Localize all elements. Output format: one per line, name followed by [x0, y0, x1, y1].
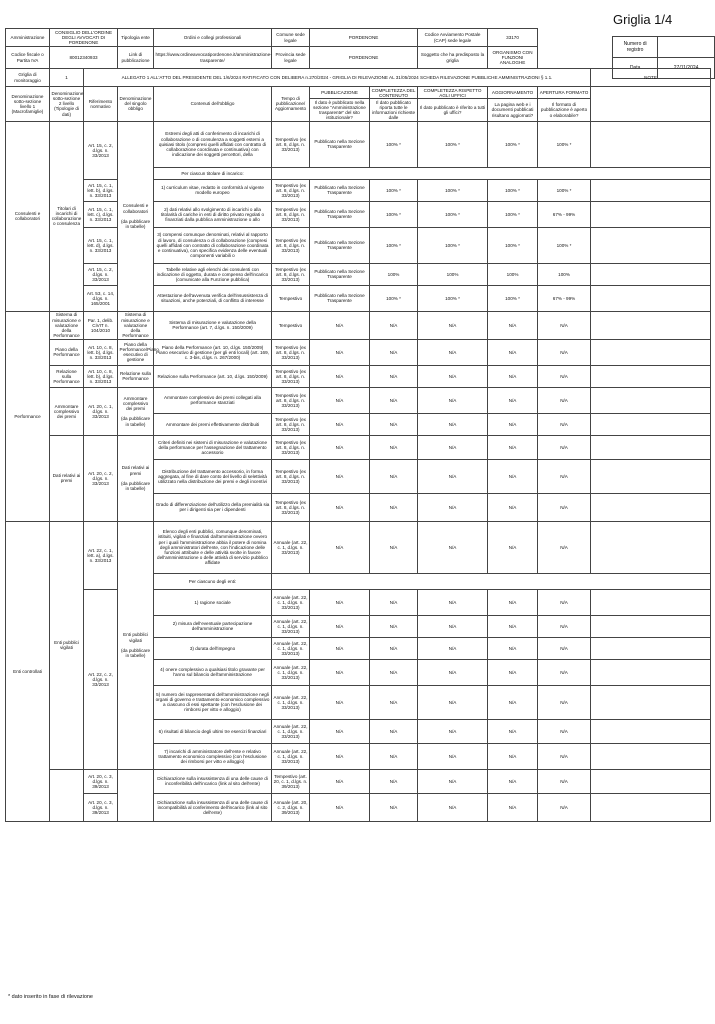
contenuto-cell: 3) durata dell'impegno	[154, 637, 272, 659]
obbligo-name: Ammontare complessivo dei premi	[122, 395, 149, 412]
apertura-formato-cell: N/A	[538, 743, 591, 769]
aggiornamento-cell: N/A	[488, 387, 538, 413]
aggiornamento-cell: N/A	[488, 659, 538, 685]
griglia-table	[5, 28, 711, 822]
riferimento-cell: Art. 20, c. 2, d.lgs. n. 33/2013	[84, 435, 118, 521]
riferimento-cell: Par. 1, delib. CiVIT n. 104/2010	[84, 311, 118, 339]
apertura-formato-cell: N/A	[538, 365, 591, 387]
soggetto-label: Soggetto che ha predisposto la griglia	[418, 47, 488, 69]
provincia-value: PORDENONE	[310, 47, 418, 69]
allegato-title: ALLEGATO 1 ALL'ATTO DEL PRESIDENTE DEL 1/6/2024 RATIFICATO CON DELIBERA n.270/2024 - GRIGLIA DI RILEVAZIONE AL 31/05/2024 SCHEDA RILEVAZIONE PUBBLICHE AMMINISTRAZIONI § 1.1.	[84, 69, 591, 87]
monitoraggio-value: 1	[50, 69, 84, 87]
contenuto-cell: Estremi degli atti di conferimento di incarichi di collaborazione o di consulenza a soggetti esterni a quisiasi titolo (compresi quelli affidati con contratto di collaborazione coordinata e continuativa) con indicazione dei soggetti percettori, della	[154, 121, 272, 167]
table-row	[6, 793, 711, 821]
apertura-formato-cell: 100% *	[538, 227, 591, 263]
obbligo-cell	[118, 521, 154, 769]
note-label: NOTE	[591, 69, 711, 87]
cap-label: Codice Avviamento Postale (CAP) sede legale	[418, 29, 488, 47]
completezza-contenuto-cell: N/A	[370, 743, 418, 769]
obbligo-note: (da pubblicare in tabelle)	[120, 416, 151, 427]
tempo-cell: Tempestivo (ex art. 8, d.lgs. n. 33/2013)	[272, 435, 310, 459]
table-row	[6, 769, 711, 793]
col-sub-11: Il formato di pubblicazione è aperto o elaborabile?	[538, 99, 591, 122]
completezza-contenuto-cell: N/A	[370, 589, 418, 615]
registro-label: Numero di registro	[613, 37, 658, 58]
tempo-cell: Tempestivo (ex art. 8, d.lgs. n. 33/2013)	[272, 201, 310, 227]
completezza-contenuto-cell: N/A	[370, 311, 418, 339]
riferimento-cell: Art. 53, c. 14, d.lgs. n. 165/2001	[84, 285, 118, 311]
pubblicazione-cell: N/A	[310, 365, 370, 387]
contenuto-cell: Attestazione dell'avvenuta verifica dell'insussistenza di situazioni, anche potenziali, di conflitto di interesse	[154, 285, 272, 311]
obbligo-cell	[118, 435, 154, 521]
completezza-uffici-cell: N/A	[418, 435, 488, 459]
tempo-cell: Tempestivo	[272, 285, 310, 311]
aggiornamento-cell: 100% *	[488, 121, 538, 167]
apertura-formato-cell: N/A	[538, 793, 591, 821]
col-sub-9: Il dato pubblicato è riferito a tutti gli uffici?	[418, 99, 488, 122]
comune-label: Comune sede legale	[272, 29, 310, 47]
note-cell	[591, 201, 711, 227]
pubblicazione-cell: Pubblicato nella Sezione Trasparente	[310, 263, 370, 285]
tempo-cell: Tempestivo (ex art. 8, d.lgs. n. 33/2013)	[272, 413, 310, 435]
note-cell	[591, 793, 711, 821]
col-header-11: APERTURA FORMATO	[538, 87, 591, 99]
completezza-uffici-cell: N/A	[418, 365, 488, 387]
pubblicazione-cell: N/A	[310, 685, 370, 719]
col-header-4: Denominazione del singolo obbligo	[118, 87, 154, 122]
completezza-uffici-cell: N/A	[418, 719, 488, 743]
col-header-10: AGGIORNAMENTO	[488, 87, 538, 99]
obbligo-note: (da pubblicare in tabelle)	[120, 218, 151, 230]
contenuto-cell: 2) misura dell'eventuale partecipazione dell'amministrazione	[154, 615, 272, 637]
aggiornamento-cell: N/A	[488, 743, 538, 769]
aggiornamento-cell: 100% *	[488, 285, 538, 311]
aggiornamento-cell: N/A	[488, 413, 538, 435]
completezza-uffici-cell: N/A	[418, 769, 488, 793]
apertura-formato-cell: N/A	[538, 387, 591, 413]
completezza-contenuto-cell: N/A	[370, 769, 418, 793]
aggiornamento-cell: N/A	[488, 311, 538, 339]
tempo-cell: Tempestivo (ex art. 8, d.lgs. n. 33/2013)	[272, 365, 310, 387]
note-cell	[591, 311, 711, 339]
pubblicazione-cell: N/A	[310, 589, 370, 615]
aggiornamento-cell: N/A	[488, 769, 538, 793]
apertura-formato-cell: N/A	[538, 685, 591, 719]
note-cell	[591, 589, 711, 615]
completezza-contenuto-cell: N/A	[370, 459, 418, 493]
completezza-contenuto-cell: 100% *	[370, 201, 418, 227]
riferimento-cell: Art. 15, c. 1, lett. d), d.lgs. n. 33/2013	[84, 227, 118, 263]
note-cell	[591, 227, 711, 263]
tempo-cell: Tempestivo (ex art. 8, d.lgs. n. 33/2013)	[272, 121, 310, 167]
tipologia-label: Tipologia ente	[118, 29, 154, 47]
aggiornamento-cell: N/A	[488, 493, 538, 521]
monitoraggio-label: Griglia di monitoraggio	[6, 69, 50, 87]
riferimento-cell: Art. 15, c. 1, lett. c), d.lgs. n. 33/2013	[84, 201, 118, 227]
obbligo-cell	[118, 387, 154, 435]
contenuto-cell: Per ciascuno degli enti:	[154, 573, 272, 589]
col-sub-7: Il dato è pubblicato nella sezione "Amministrazione trasparente" del sito istituzionale?	[310, 99, 370, 122]
note-cell	[591, 387, 711, 413]
pubblicazione-cell: N/A	[310, 615, 370, 637]
riferimento-cell: Art. 10, c. 8, lett. b), d.lgs. n. 33/2013	[84, 365, 118, 387]
completezza-contenuto-cell: N/A	[370, 435, 418, 459]
obbligo-cell	[118, 769, 154, 821]
completezza-uffici-cell: N/A	[418, 793, 488, 821]
contenuto-cell: Dichiarazione sulla insussistenza di una delle cause di incompatibilità al conferimento dell'incarico (link al sito dell'ente)	[154, 793, 272, 821]
completezza-uffici-cell: 100%	[418, 263, 488, 285]
completezza-contenuto-cell: N/A	[370, 685, 418, 719]
tipologia-cell: Sistema di misurazione e valutazione della Performance	[50, 311, 84, 339]
apertura-formato-cell: N/A	[538, 659, 591, 685]
table-row	[6, 201, 711, 227]
completezza-uffici-cell: N/A	[418, 311, 488, 339]
griglia-document	[5, 28, 710, 974]
contenuto-cell: 3) compensi comunque denominati, relativi al rapporto di lavoro, di consulenza o di collaborazione (compresi quelli affidati con contratto di collaborazione coordinata e continuativa), con specifica evidenza delle eventuali componenti variabili o	[154, 227, 272, 263]
pubblicazione-cell: N/A	[310, 719, 370, 743]
macrofamiglia-cell: Enti controllati	[6, 521, 50, 821]
tipologia-value: Ordini e collegi professionali	[154, 29, 272, 47]
tipologia-cell: Titolari di incarichi di collaborazione o consulenza	[50, 121, 84, 311]
aggiornamento-cell: N/A	[488, 637, 538, 659]
apertura-formato-cell: 100% *	[538, 121, 591, 167]
obbligo-note: (da pubblicare in tabelle)	[120, 647, 151, 659]
note-cell	[591, 365, 711, 387]
col-header-6: Tempo di pubblicazione/ Aggiornamento	[272, 87, 310, 122]
note-cell	[591, 339, 711, 365]
obbligo-name: Enti pubblici vigilati	[123, 632, 148, 643]
aggiornamento-cell: N/A	[488, 793, 538, 821]
obbligo-name: Consulenti e collaboratori	[122, 203, 149, 214]
tempo-cell: Tempestivo (art. 20, c. 1, d.lgs. n. 39/2013)	[272, 769, 310, 793]
data-label: Data	[613, 58, 658, 79]
table-row	[6, 387, 711, 413]
contenuto-cell: 5) numero dei rappresentanti dell'amministrazione negli organi di governo e trattamento economico complessivo a ciascuno di essi spettante (con l'esclusione dei rimborsi per vitto e alloggio)	[154, 685, 272, 719]
note-cell	[591, 179, 711, 201]
col-header-8: COMPLETEZZA DEL CONTENUTO	[370, 87, 418, 99]
tempo-cell: Tempestivo	[272, 311, 310, 339]
note-cell	[591, 769, 711, 793]
tempo-cell: Annuale (art. 22, c. 1, d.lgs. n. 33/2013)	[272, 521, 310, 573]
tipologia-cell: Relazione sulla Performance	[50, 365, 84, 387]
tipologia-cell	[50, 769, 84, 821]
riferimento-cell: Art. 22, c. 1, lett. a), d.lgs. n. 33/2013	[84, 521, 118, 589]
note-cell	[591, 719, 711, 743]
contenuto-cell: 1) ragione sociale	[154, 589, 272, 615]
macrofamiglia-cell: Performance	[6, 311, 50, 521]
contenuto-cell: Relazione sulla Performance (art. 10, d.lgs. 150/2009)	[154, 365, 272, 387]
aggiornamento-cell: N/A	[488, 615, 538, 637]
col-header-9: COMPLETEZZA RISPETTO AGLI UFFICI	[418, 87, 488, 99]
completezza-contenuto-cell: N/A	[370, 521, 418, 573]
completezza-uffici-cell: 100% *	[418, 201, 488, 227]
contenuto-cell: Sistema di misurazione e valutazione della Performance (art. 7, d.lgs. n. 150/2009)	[154, 311, 272, 339]
table-row	[6, 121, 711, 167]
tipologia-cell: Enti pubblici vigilati	[50, 521, 84, 769]
pubblicazione-cell: Pubblicato nella Sezione Trasparente	[310, 179, 370, 201]
completezza-uffici-cell: N/A	[418, 413, 488, 435]
link-label: Link di pubblicazione	[118, 47, 154, 69]
note-cell	[591, 263, 711, 285]
apertura-formato-cell: N/A	[538, 459, 591, 493]
tipologia-cell: Dati relativi ai premi	[50, 435, 84, 521]
obbligo-cell: Piano della Performance/Piano esecutivo di gestione	[118, 339, 154, 365]
obbligo-cell: Sistema di misurazione e valutazione della Performance	[118, 311, 154, 339]
pubblicazione-cell: N/A	[310, 339, 370, 365]
tempo-cell: Tempestivo (ex art. 8, d.lgs. n. 33/2013)	[272, 459, 310, 493]
tempo-cell: Annuale (art. 22, c. 1, d.lgs. n. 33/2013)	[272, 659, 310, 685]
cf-value: 80012340933	[50, 47, 118, 69]
tempo-cell: Tempestivo (ex art. 8, d.lgs. n. 33/2013)	[272, 339, 310, 365]
apertura-formato-cell: N/A	[538, 311, 591, 339]
completezza-contenuto-cell: N/A	[370, 413, 418, 435]
apertura-formato-cell: 67% - 99%	[538, 285, 591, 311]
pubblicazione-cell: Pubblicato nella Sezione Trasparente	[310, 227, 370, 263]
table-body	[6, 121, 711, 821]
completezza-contenuto-cell: 100% *	[370, 179, 418, 201]
note-cell	[591, 459, 711, 493]
completezza-contenuto-cell: N/A	[370, 637, 418, 659]
comune-value: PORDENONE	[310, 29, 418, 47]
contenuto-cell: Grado di differenziazione dell'utilizzo della premialità sia per i dirigenti sia per i dipendenti	[154, 493, 272, 521]
contenuto-cell: 1) curriculum vitae, redatto in conformità al vigente modello europeo	[154, 179, 272, 201]
riferimento-cell: Art. 15, c. 2, d.lgs. n. 33/2013	[84, 263, 118, 285]
contenuto-cell: Elenco degli enti pubblici, comunque denominati, istituiti, vigilati e finanziati dall'amministrazione ovvero per i quali l'amministrazione abbia il potere di nomina degli amministratori dell'ente, con l'indicazione delle funzioni attribuite e delle attività svolte in favore dell'amministrazione o delle attività di servizio pubblico affidate	[154, 521, 272, 573]
table-row	[6, 285, 711, 311]
note-cell	[591, 413, 711, 435]
completezza-uffici-cell: 100% *	[418, 121, 488, 167]
completezza-contenuto-cell: 100% *	[370, 227, 418, 263]
apertura-formato-cell: N/A	[538, 769, 591, 793]
table-row	[6, 339, 711, 365]
note-cell	[591, 435, 711, 459]
col-sub-10: La pagina web e i documenti pubblicati risultano aggiornati?	[488, 99, 538, 122]
apertura-formato-cell: N/A	[538, 589, 591, 615]
note-cell	[591, 615, 711, 637]
tempo-cell: Annuale (art. 20, c. 2, d.lgs. n. 39/2013)	[272, 793, 310, 821]
completezza-contenuto-cell: N/A	[370, 615, 418, 637]
tempo-cell: Annuale (art. 22, c. 1, d.lgs. n. 33/2013)	[272, 615, 310, 637]
completezza-contenuto-cell: N/A	[370, 387, 418, 413]
pubblicazione-cell: N/A	[310, 435, 370, 459]
contenuto-cell: 7) incarichi di amministratore dell'ente e relativo trattamento economico complessivo (con l'esclusione dei rimborsi per vitto e alloggio)	[154, 743, 272, 769]
note-cell	[591, 285, 711, 311]
completezza-contenuto-cell: N/A	[370, 365, 418, 387]
completezza-uffici-cell: N/A	[418, 659, 488, 685]
aggiornamento-cell: N/A	[488, 339, 538, 365]
contenuto-cell: 2) dati relativi allo svolgimento di incarichi o alla titolarità di cariche in enti di diritto privato regolati o finanziati dalla pubblica amministrazione o allo	[154, 201, 272, 227]
contenuto-cell: Per ciascun titolare di incarico:	[154, 167, 272, 179]
col-header-5: Contenuti dell'obbligo	[154, 87, 272, 122]
riferimento-cell: Art. 10, c. 8, lett. b), d.lgs. n. 33/2013	[84, 339, 118, 365]
contenuto-cell: Tabelle relative agli elenchi dei consulenti con indicazione di oggetto, durata e compenso dell'incarico (comunicate alla Funzione pubblica)	[154, 263, 272, 285]
tempo-cell: Tempestivo (ex art. 8, d.lgs. n. 33/2013)	[272, 263, 310, 285]
contenuto-cell: Criteri definiti nei sistemi di misurazione e valutazione della performance per l'assegnazione del trattamento accessorio	[154, 435, 272, 459]
tipologia-cell: Ammontare complessivo dei premi	[50, 387, 84, 435]
riferimento-cell: Art. 15, c. 1, lett. b), d.lgs. n. 33/2013	[84, 179, 118, 201]
table-row	[6, 365, 711, 387]
completezza-uffici-cell: N/A	[418, 339, 488, 365]
aggiornamento-cell: N/A	[488, 435, 538, 459]
tempo-cell: Tempestivo (ex art. 8, d.lgs. n. 33/2013)	[272, 493, 310, 521]
col-header-3: Riferimento normativo	[84, 87, 118, 122]
contenuto-cell: Dichiarazione sulla insussistenza di una delle cause di inconferibilità dell'incarico (link al sito dell'ente)	[154, 769, 272, 793]
tempo-cell: Annuale (art. 22, c. 1, d.lgs. n. 33/2013)	[272, 719, 310, 743]
aggiornamento-cell: N/A	[488, 719, 538, 743]
table-row	[6, 263, 711, 285]
tempo-cell: Annuale (art. 22, c. 1, d.lgs. n. 33/2013)	[272, 637, 310, 659]
pubblicazione-cell: N/A	[310, 521, 370, 573]
note-cell	[591, 685, 711, 719]
pubblicazione-cell: N/A	[310, 793, 370, 821]
table-row	[6, 227, 711, 263]
completezza-contenuto-cell: N/A	[370, 339, 418, 365]
obbligo-note: (da pubblicare in tabelle)	[120, 480, 151, 492]
apertura-formato-cell: N/A	[538, 637, 591, 659]
table-row	[6, 589, 711, 615]
data-value: 27/11/2024	[658, 58, 715, 79]
macrofamiglia-cell: Consulenti e collaboratori	[6, 121, 50, 311]
contenuto-cell: 6) risultati di bilancio degli ultimi tre esercizi finanziari	[154, 719, 272, 743]
aggiornamento-cell: N/A	[488, 459, 538, 493]
soggetto-value: ORGANISMO CON FUNZIONI ANALOGHE	[488, 47, 538, 69]
riferimento-cell: Art. 20, c. 3, d.lgs. n. 39/2013	[84, 793, 118, 821]
tempo-cell: Tempestivo (ex art. 8, d.lgs. n. 33/2013)	[272, 179, 310, 201]
aggiornamento-cell: N/A	[488, 685, 538, 719]
apertura-formato-cell: N/A	[538, 339, 591, 365]
apertura-formato-cell: 100% *	[538, 179, 591, 201]
completezza-uffici-cell: N/A	[418, 685, 488, 719]
aggiornamento-cell: N/A	[488, 521, 538, 573]
apertura-formato-cell: N/A	[538, 521, 591, 573]
apertura-formato-cell: 100%	[538, 263, 591, 285]
tempo-cell: Annuale (art. 22, c. 1, d.lgs. n. 33/2013)	[272, 589, 310, 615]
amministrazione-value: CONSIGLIO DELL'ORDINE DEGLI AVVOCATI DI PORDENONE	[50, 29, 118, 47]
aggiornamento-cell: 100% *	[488, 179, 538, 201]
aggiornamento-cell: 100% *	[488, 227, 538, 263]
pubblicazione-cell: N/A	[310, 659, 370, 685]
completezza-uffici-cell: N/A	[418, 615, 488, 637]
completezza-contenuto-cell: N/A	[370, 719, 418, 743]
cap-value: 33170	[488, 29, 538, 47]
aggiornamento-cell: N/A	[488, 589, 538, 615]
completezza-uffici-cell: N/A	[418, 387, 488, 413]
apertura-formato-cell: N/A	[538, 435, 591, 459]
completezza-uffici-cell: N/A	[418, 637, 488, 659]
contenuto-cell: 4) onere complessivo a qualsiasi titolo gravante per l'anno sul bilancio dell'amministrazione	[154, 659, 272, 685]
apertura-formato-cell: N/A	[538, 493, 591, 521]
completezza-contenuto-cell: 100% *	[370, 121, 418, 167]
note-cell	[591, 743, 711, 769]
tipologia-cell: Piano della Performance	[50, 339, 84, 365]
completezza-contenuto-cell: 100%	[370, 263, 418, 285]
apertura-formato-cell: N/A	[538, 413, 591, 435]
pubblicazione-cell: N/A	[310, 387, 370, 413]
completezza-contenuto-cell: N/A	[370, 793, 418, 821]
riferimento-cell: Art. 20, c. 3, d.lgs. n. 39/2013	[84, 769, 118, 793]
completezza-uffici-cell: 100% *	[418, 227, 488, 263]
cf-label: Codice fiscale o Partita IVA	[6, 47, 50, 69]
col-header-7: PUBBLICAZIONE	[310, 87, 370, 99]
aggiornamento-cell: 100% *	[488, 201, 538, 227]
pubblicazione-cell: Pubblicato nella Sezione Trasparente	[310, 201, 370, 227]
page-title: Griglia 1/4	[613, 12, 673, 27]
note-cell	[591, 521, 711, 573]
aggiornamento-cell: N/A	[488, 365, 538, 387]
col-header-1: Denominazione sotto-sezione livello 1 (Macrofamiglie)	[6, 87, 50, 122]
pubblicazione-cell: N/A	[310, 743, 370, 769]
completezza-uffici-cell: N/A	[418, 459, 488, 493]
contenuto-cell: Ammontare dei premi effettivamente distribuiti	[154, 413, 272, 435]
note-cell	[591, 659, 711, 685]
pubblicazione-cell: N/A	[310, 459, 370, 493]
tempo-cell: Annuale (art. 22, c. 1, d.lgs. n. 33/2013)	[272, 743, 310, 769]
note-cell	[591, 493, 711, 521]
table-row	[6, 179, 711, 201]
amministrazione-label: Amministrazione	[6, 29, 50, 47]
apertura-formato-cell: 67% - 99%	[538, 201, 591, 227]
link-value[interactable]: https://www.ordineavvocatipordenone.it/amministrazione-trasparente/	[154, 47, 272, 69]
obbligo-cell: Relazione sulla Performance	[118, 365, 154, 387]
obbligo-name: Dati relativi ai premi	[121, 465, 150, 476]
contenuto-cell: Ammontare complessivo dei premi collegati alla performance stanziati	[154, 387, 272, 413]
completezza-uffici-cell: 100% *	[418, 285, 488, 311]
table-row	[6, 521, 711, 573]
table-row	[6, 435, 711, 459]
completezza-uffici-cell: N/A	[418, 521, 488, 573]
contenuto-cell: Distribuzione del trattamento accessorio, in forma aggregata, al fine di dare conto del livello di selettività utilizzato nella distribuzione dei premi e degli incentivi	[154, 459, 272, 493]
completezza-contenuto-cell: N/A	[370, 493, 418, 521]
tempo-cell: Annuale (art. 22, c. 1, d.lgs. n. 33/2013)	[272, 685, 310, 719]
completezza-uffici-cell: N/A	[418, 743, 488, 769]
empty-cell	[272, 573, 711, 589]
obbligo-cell	[118, 121, 154, 311]
completezza-uffici-cell: N/A	[418, 493, 488, 521]
riferimento-cell: Art. 20, c. 1, d.lgs. n. 33/2013	[84, 387, 118, 435]
completezza-contenuto-cell: 100% *	[370, 285, 418, 311]
completezza-uffici-cell: N/A	[418, 589, 488, 615]
provincia-label: Provincia sede legale	[272, 47, 310, 69]
empty-cell	[272, 167, 711, 179]
completezza-contenuto-cell: N/A	[370, 659, 418, 685]
pubblicazione-cell: N/A	[310, 413, 370, 435]
pubblicazione-cell: N/A	[310, 311, 370, 339]
completezza-uffici-cell: 100% *	[418, 179, 488, 201]
tempo-cell: Tempestivo (ex art. 8, d.lgs. n. 33/2013)	[272, 387, 310, 413]
riferimento-cell: Art. 15, c. 2, d.lgs. n. 33/2013	[84, 121, 118, 179]
table-row	[6, 311, 711, 339]
contenuto-cell: Piano della Performance (art. 10, d.lgs. 150/2009) Piano esecutivo di gestione (per gli enti locali) (art. 169, c. 3-bis, d.lgs. n. 267/2000)	[154, 339, 272, 365]
footnote: * dato inserito in fase di rilevazione	[8, 994, 93, 1000]
pubblicazione-cell: N/A	[310, 769, 370, 793]
col-sub-8: Il dato pubblicato riporta tutte le informazioni richieste dalle	[370, 99, 418, 122]
apertura-formato-cell: N/A	[538, 719, 591, 743]
riferimento-cell: Art. 22, c. 2, d.lgs. n. 33/2013	[84, 589, 118, 769]
col-header-2: Denominazione sotto-sezione 2 livello (Tipologie di dati)	[50, 87, 84, 122]
pubblicazione-cell: N/A	[310, 493, 370, 521]
aggiornamento-cell: 100%	[488, 263, 538, 285]
apertura-formato-cell: N/A	[538, 615, 591, 637]
pubblicazione-cell: Pubblicato nella Sezione Trasparente	[310, 121, 370, 167]
pubblicazione-cell: Pubblicato nella Sezione Trasparente	[310, 285, 370, 311]
note-cell	[591, 121, 711, 167]
tempo-cell: Tempestivo (ex art. 8, d.lgs. n. 33/2013)	[272, 227, 310, 263]
pubblicazione-cell: N/A	[310, 637, 370, 659]
note-cell	[591, 637, 711, 659]
